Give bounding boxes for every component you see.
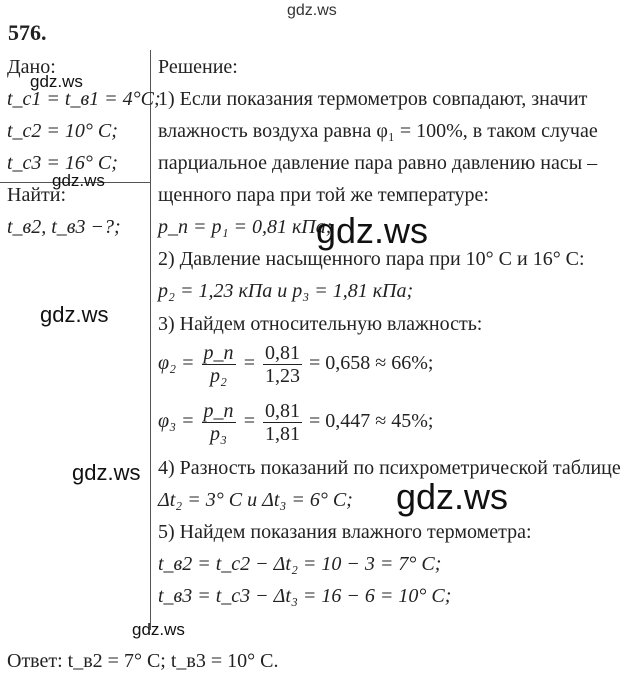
phi2-fraction-symbolic — [202, 342, 236, 387]
phi2-num1: p_п — [203, 342, 234, 364]
step5-header: 5) Найдем показания влажного термометра: — [158, 521, 532, 543]
phi2-lhs: φ₂ = — [158, 352, 195, 375]
given-line-3: t_c3 = 16° C; — [7, 152, 118, 174]
step1-line-4: щенного пара при той же температуре: — [158, 184, 489, 206]
watermark: gdz.ws — [40, 302, 109, 327]
problem-number: 576. — [8, 20, 47, 45]
find-header: Найти: — [7, 184, 67, 206]
phi2-rhs: = 0,658 ≈ 66%; — [309, 352, 434, 375]
step4-line-1: 4) Разность показаний по психрометрической таблице — [158, 457, 621, 479]
given-header: Дано: — [7, 56, 56, 78]
step5-line-1: t_в2 = t_c2 − Δt₂ = 10 − 3 = 7° C; — [158, 553, 442, 575]
step5-line-2: t_в3 = t_c3 − Δt₃ = 16 − 6 = 10° C; — [158, 585, 452, 607]
phi3-num1: p_п — [203, 400, 234, 422]
watermark: gdz.ws — [396, 476, 509, 517]
step2-line-1: 2) Давление насыщенного пара при 10° C и 16° C: — [158, 248, 585, 270]
phi2-den1: p₂ — [210, 365, 227, 387]
step2-line-2: p₂ = 1,23 кПа и p₃ = 1,81 кПа; — [158, 280, 414, 302]
phi3-den1: p₃ — [210, 423, 227, 445]
phi3-num2: 0,81 — [265, 400, 301, 422]
watermark: gdz.ws — [316, 210, 429, 251]
watermark: gdz.ws — [132, 620, 185, 639]
step3-header: 3) Найдем относительную влажность: — [158, 313, 483, 335]
phi2-num2: 0,81 — [265, 342, 301, 364]
step1-line-2: влажность воздуха равна φ₁ = 100%, в таком случае — [158, 120, 598, 142]
phi3-fraction-symbolic — [202, 400, 236, 445]
phi2-fraction-numeric — [263, 342, 302, 387]
phi3-formula: φ₃ = $\frac{p\_п}{\text{p₃}}$ = $\frac{0,81}{1,81}$ = 0,447 ≈ 45%; — [158, 400, 434, 445]
find-line: t_в2, t_в3 −?; — [7, 216, 121, 238]
step1-line-5: p_п = p₁ = 0,81 кПа; — [158, 216, 333, 238]
watermark: gdz.ws — [287, 2, 337, 19]
phi3-fraction-numeric — [263, 400, 302, 445]
divider-vertical — [150, 50, 151, 630]
phi3-rhs: = 0,447 ≈ 45%; — [309, 410, 434, 433]
answer: Ответ: t_в2 = 7° C; t_в3 = 10° C. — [7, 650, 279, 672]
given-line-2: t_c2 = 10° C; — [7, 120, 118, 142]
phi2-formula: φ₂ = $\frac{p\_п}{\text{p₂}}$ = $\frac{0,81}{1,23}$ = 0,658 ≈ 66%; — [158, 342, 434, 387]
watermark: gdz.ws — [30, 72, 83, 91]
watermark: gdz.ws — [52, 171, 105, 190]
phi3-lhs: φ₃ = — [158, 410, 195, 433]
phi3-den2: 1,81 — [265, 423, 301, 445]
step4-line-2: Δt₂ = 3° C и Δt₃ = 6° C; — [158, 489, 353, 511]
phi2-den2: 1,23 — [265, 365, 301, 387]
step1-line-3: парциальное давление пара равно давлению насы – — [158, 152, 598, 174]
watermark: gdz.ws — [72, 460, 141, 485]
step1-line-1: 1) Если показания термометров совпадают, значит — [158, 88, 588, 110]
given-line-1: t_c1 = t_в1 = 4°C; — [7, 88, 161, 110]
solution-header: Решение: — [158, 56, 238, 78]
